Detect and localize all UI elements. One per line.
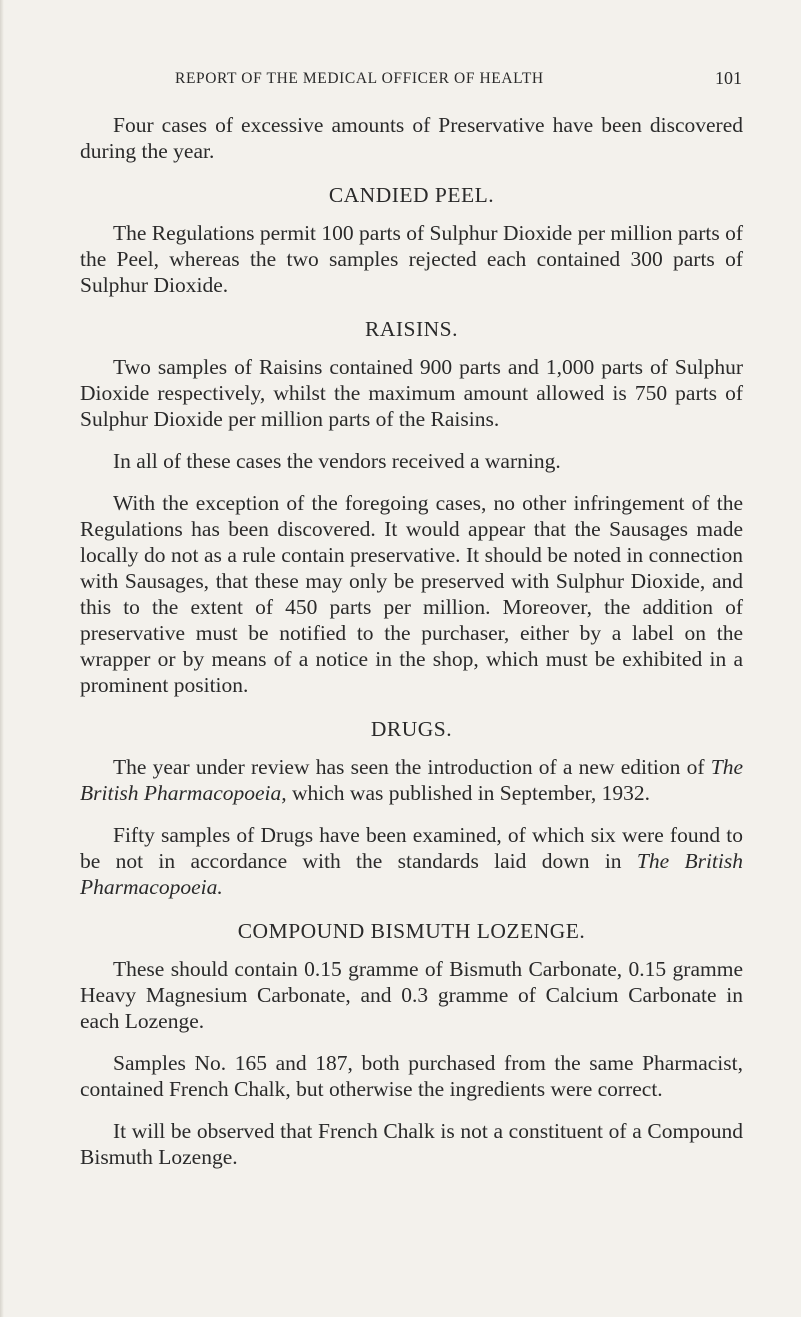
paragraph-drugs-samples <box>80 822 743 900</box>
paragraph-bismuth-composition: These should contain 0.15 gramme of Bismuth Carbonate, 0.15 gramme Heavy Magnesium Carbonate, and 0.3 gramme of Calcium Carbonate in each Lozenge. <box>80 957 743 1033</box>
paragraph-exception: With the exception of the foregoing cases, no other infringement of the Regulations has been discovered. It would appear that the Sausages made locally do not as a rule contain preservative. It should be noted in connection with Sausages, that these may only be preserved with Sulphur Dioxide, and this to the extent of 450 parts per million. Moreover, the addition of preservative must be notified to the purchaser, either by a label on the wrapper or by means of a notice in the shop, which must be exhibited in a prominent position. <box>80 491 743 697</box>
heading-candied-peel: CANDIED PEEL. <box>328 183 495 207</box>
paragraph-preservative: Four cases of excessive amounts of Preservative have been discovered during the year. <box>80 113 743 163</box>
paragraph-bismuth-samples: Samples No. 165 and 187, both purchased from the same Pharmacist, contained French Chalk, but otherwise the ingredients were correct. <box>80 1051 743 1101</box>
drugs-samples-text: Fifty samples of Drugs have been examined, of which six were found to be not in accordance with the standards laid down in <box>80 823 743 873</box>
drugs-edition-text-b: which was published in September, 1932. <box>286 781 651 805</box>
paragraph-bismuth-french-chalk: It will be observed that French Chalk is not a constituent of a Compound Bismuth Lozenge. <box>80 1119 743 1169</box>
heading-compound-bismuth-lozenge: COMPOUND BISMUTH LOZENGE. <box>237 919 586 943</box>
pharmacopoeia-title: The British Pharmacopoeia. <box>80 849 743 899</box>
heading-raisins: RAISINS. <box>364 317 458 341</box>
page-number: 101 <box>715 68 742 88</box>
paragraph-candied-peel: The Regulations permit 100 parts of Sulphur Dioxide per million parts of the Peel, whereas the two samples rejected each contained 300 parts of Sulphur Dioxide. <box>80 221 743 297</box>
paragraph-drugs-edition <box>80 754 743 806</box>
heading-drugs: DRUGS. <box>370 717 453 741</box>
running-header: REPORT OF THE MEDICAL OFFICER OF HEALTH <box>175 70 544 87</box>
pharmacopoeia-title: The British Pharmacopoeia, <box>80 755 743 805</box>
drugs-edition-text-a: The year under review has seen the introduction of a new edition of <box>113 755 711 779</box>
body-text <box>80 112 743 1186</box>
paragraph-warning: In all of these cases the vendors received a warning. <box>113 449 561 473</box>
paragraph-raisins: Two samples of Raisins contained 900 parts and 1,000 parts of Sulphur Dioxide respectively, whilst the maximum amount allowed is 750 parts of Sulphur Dioxide per million parts of the Raisins. <box>80 355 743 431</box>
page-edge-shadow <box>0 0 4 1317</box>
